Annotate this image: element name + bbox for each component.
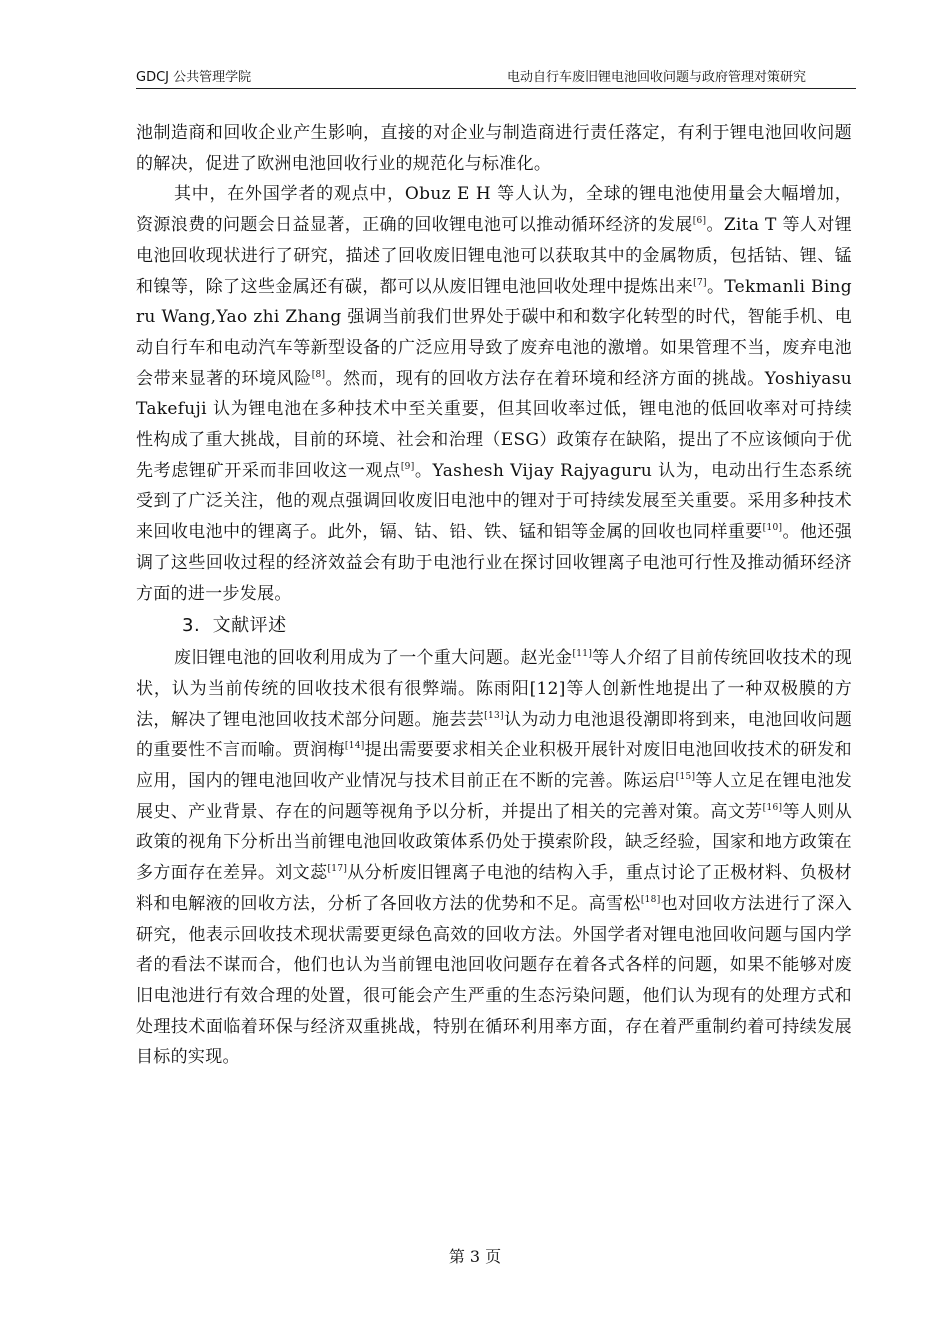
- citation-ref: [14]: [344, 741, 365, 752]
- header-institution: GDCJ 公共管理学院: [136, 70, 252, 85]
- section-title: 文献评述: [212, 615, 287, 637]
- paragraph-text: 。Yashesh Vijay Rajyaguru 认为，电动出行生态系统受到了广泛关注，他的观点强调回收废旧电池中的锂对于可持续发展至关重要。采用多种技术来回收电池中的锂离子。此外，镉、钴、铅、铁、锰和铝等金属的回收也同样重要: [136, 460, 852, 543]
- citation-ref: [15]: [675, 772, 696, 783]
- citation-ref: [8]: [311, 369, 326, 380]
- paragraph-foreign-scholars: [136, 179, 852, 609]
- paragraph-text: 从分析废旧锂离子电池的结构入手，重点讨论了正极材料、负极材料和电解液的回收方法，分析了各回收方法的优势和不足。高雪松: [136, 863, 852, 914]
- paragraph-text: 其中，在外国学者的观点中，Obuz E H 等人认为，全球的锂电池使用量会大幅增加，资源浪费的问题会日益显著，正确的回收锂电池可以推动循环经济的发展: [136, 184, 852, 236]
- paragraph-literature-review: [136, 643, 852, 1073]
- paragraph-text: 。Zita T 等人对锂电池回收现状进行了研究，描述了回收废旧锂电池可以获取其中的金属物质，包括钴、锂、锰和镍等，除了这些金属还有碳，都可以从废旧锂电池回收处理中提炼出来: [136, 215, 852, 297]
- citation-ref: [7]: [693, 277, 707, 288]
- paragraph-text: 废旧锂电池的回收利用成为了一个重大问题。赵光金: [174, 648, 573, 669]
- citation-ref: [18]: [640, 894, 661, 905]
- citation-ref: [16]: [762, 802, 783, 813]
- section-number: 3.: [182, 615, 201, 637]
- page-header: [136, 68, 856, 89]
- section-heading: [136, 609, 852, 643]
- citation-ref: [9]: [400, 461, 415, 472]
- paragraph-text: 。Tekmanli Bing ru Wang,Yao zhi Zhang 强调当前我们世界处于碳中和和数字化转型的时代，智能手机、电动自行车和电动汽车等新型设备的广泛应用导致了废弃电池的激增。如果管理不当，废弃电池会带来显著的环境风险: [136, 276, 852, 389]
- citation-ref: [17]: [327, 864, 348, 875]
- citation-ref: [10]: [762, 523, 783, 534]
- paragraph-text: 提出需要要求相关企业积极开展针对废旧电池回收技术的研发和应用，国内的锂电池回收产业情况与技术目前正在不断的完善。陈运启: [136, 740, 852, 792]
- paragraph-text: 。然而，现有的回收方法存在着环境和经济方面的挑战。Yoshiyasu Takefuji 认为锂电池在多种技术中至关重要，但其回收率过低，锂电池的低回收率对可持续性构成了重大挑战，目前的环境、社会和治理（ESG）政策存在缺陷，提出了不应该倾向于优先考虑锂矿开采而非回收这一观点: [136, 368, 853, 481]
- paragraph-text: 认为动力电池退役潮即将到来，电池回收问题的重要性不言而喻。贾润梅: [136, 709, 852, 761]
- citation-ref: [6]: [692, 216, 707, 227]
- paragraph-text: 池制造商和回收企业产生影响，直接的对企业与制造商进行责任落定，有利于锂电池回收问题的解决，促进了欧洲电池回收行业的规范化与标准化。: [136, 123, 852, 174]
- citation-ref: [11]: [572, 649, 593, 660]
- document-body: [136, 118, 852, 1073]
- paragraph-continuation: [136, 118, 852, 179]
- citation-ref: [13]: [484, 710, 504, 721]
- paragraph-text: 等人介绍了目前传统回收技术的现状，认为当前传统的回收技术很有很弊端。陈雨阳[12]等人创新性地提出了一种双极膜的方法，解决了锂电池回收技术部分问题。施芸芸: [136, 648, 852, 730]
- paragraph-text: 也对回收方法进行了深入研究，他表示回收技术现状需要更绿色高效的回收方法。外国学者对锂电池回收问题与国内学者的看法不谋而合，他们也认为当前锂电池回收问题存在着各式各样的问题，如果不能够对废旧电池进行有效合理的处置，很可能会产生严重的生态污染问题，他们认为现有的处理方式和处理技术面临着环保与经济双重挑战，特别在循环利用率方面，存在着严重制约着可持续发展目标的实现。: [136, 893, 852, 1068]
- page-number: 第 3 页: [448, 1247, 502, 1266]
- header-title: 电动自行车废旧锂电池回收问题与政府管理对策研究: [506, 70, 806, 85]
- paragraph-text: 。他还强调了这些回收过程的经济效益会有助于电池行业在探讨回收锂离子电池可行性及推动循环经济方面的进一步发展。: [136, 522, 852, 604]
- paragraph-text: 等人立足在锂电池发展史、产业背景、存在的问题等视角予以分析，并提出了相关的完善对策。高文芳: [136, 771, 852, 822]
- paragraph-text: 等人则从政策的视角下分析出当前锂电池回收政策体系仍处于摸索阶段，缺乏经验，国家和地方政策在多方面存在差异。刘文蕊: [136, 801, 852, 884]
